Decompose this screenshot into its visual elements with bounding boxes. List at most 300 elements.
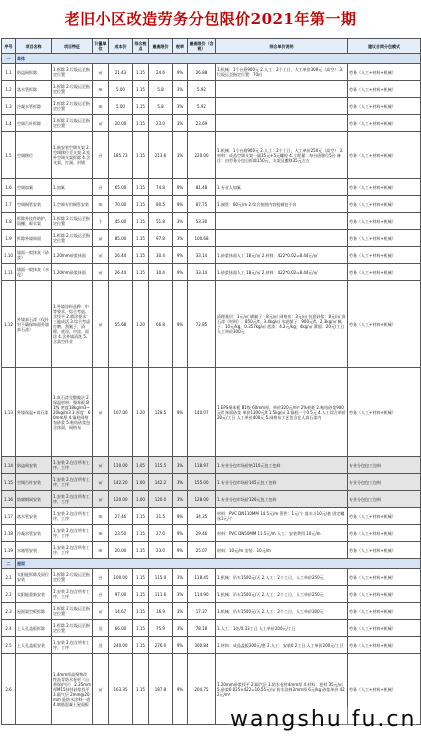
item-name: 拆除外墙饰面 xyxy=(16,230,52,247)
item-cost: 85.00 xyxy=(109,230,133,247)
item-unit: 台 xyxy=(93,179,109,196)
item-tax-factor: 1.15 xyxy=(133,264,149,281)
column-header: 成本价 xyxy=(109,39,133,54)
item-max-price: 115.0 xyxy=(149,569,173,586)
item-name xyxy=(16,654,52,725)
item-feature: 1.安装 2.包含所有工序、工序 xyxy=(52,508,93,525)
item-price-description: 材料：PVC DN50MM 11.5元/m 人工：安装费用 10元/m xyxy=(216,525,348,542)
item-tax-factor: 1.15 xyxy=(133,98,149,115)
item-price-description: 1.机械：吊车1500元/天 2.人工：2个工日，人工单价250元 xyxy=(216,569,348,586)
item-name: 拆除外挂件防护、雨棚、晾衣架 xyxy=(16,213,52,230)
item-name: 空调百叶安装 xyxy=(16,474,52,491)
table-row xyxy=(2,542,421,559)
item-number: 1.14 xyxy=(2,457,16,474)
item-tax-rate: 3% xyxy=(173,230,188,247)
item-max-price-with-tax: 300.84 xyxy=(188,637,216,654)
item-feature: 1.安装 2.包含所有工序、工序 xyxy=(52,474,93,491)
item-number: 2.1 xyxy=(2,569,16,586)
item-max-price-with-tax: 87.75 xyxy=(188,196,216,213)
item-name: 落水管拆除 xyxy=(16,81,52,98)
item-unit: m xyxy=(93,508,109,525)
table-row xyxy=(2,247,421,264)
item-contract-mode: 劳务（人工+材料+机械） xyxy=(348,508,421,525)
item-name: 外墙保温+真石漆 xyxy=(16,368,52,457)
item-name: 屋面架空板拆除 xyxy=(16,603,52,620)
item-cost: 66.00 xyxy=(109,620,133,637)
item-name: 水箱管安装 xyxy=(16,542,52,559)
item-unit: ㎡ xyxy=(93,457,109,474)
item-tax-rate: 9% xyxy=(173,508,188,525)
item-number: 1.19 xyxy=(2,542,16,559)
item-tax-rate: 3% xyxy=(173,115,188,132)
item-number: 1.18 xyxy=(2,525,16,542)
item-tax-factor: 1.15 xyxy=(133,654,149,725)
item-max-price: 5.8 xyxy=(149,81,173,98)
table-row xyxy=(2,474,421,491)
item-tax-rate: 3% xyxy=(173,569,188,586)
item-feature: 1.空调专用铜管安装 xyxy=(52,196,93,213)
item-feature: 1.拆除 2.垃圾运至指定位置 xyxy=(52,213,93,230)
item-cost: 142.20 xyxy=(109,474,133,491)
item-number: 2.6 xyxy=(2,654,16,725)
column-header: 最高限价 xyxy=(149,39,173,54)
item-price-description xyxy=(216,81,348,98)
item-name: 上人孔盖板安装 xyxy=(16,637,52,654)
item-tax-rate: 9% xyxy=(173,264,188,281)
item-tax-factor: 1.15 xyxy=(133,603,149,620)
item-cost: 20.00 xyxy=(109,542,133,559)
item-number: 1.7 xyxy=(2,196,16,213)
item-price-description: 1.人工：1处/0.33工日 人工单价200元/工日 xyxy=(216,620,348,637)
item-unit: m xyxy=(93,98,109,115)
item-number: 2.3 xyxy=(2,603,16,620)
item-contract-mode: 劳务（人工+材料+机械） xyxy=(348,525,421,542)
item-max-price: 128.5 xyxy=(149,368,173,457)
item-tax-factor: 1.15 xyxy=(133,525,149,542)
item-contract-mode: 专业分包包工包料 xyxy=(348,457,421,474)
item-feature: 1.安装 2.包含所有工序、工序 xyxy=(52,542,93,559)
item-max-price: 115.5 xyxy=(149,457,173,474)
item-price-description: 1.机械：1个台班900元 2.人工：2个工日，人工单价300元（高空） 3.垃圾运至指定位置：70㎡ xyxy=(216,64,348,81)
item-name: 空调移位 xyxy=(16,132,52,179)
column-header: 综合单价说明 xyxy=(216,39,348,54)
item-number: 1.9 xyxy=(2,230,16,247)
item-unit: ㎡ xyxy=(93,247,109,264)
item-cost: 185.73 xyxy=(109,132,133,179)
section-number: 一 xyxy=(2,54,16,64)
item-name: 冷凝水管安装 xyxy=(16,525,52,542)
item-max-price-with-tax: 25.07 xyxy=(188,542,216,559)
item-cost: 107.00 xyxy=(109,368,133,457)
item-number: 1.3 xyxy=(2,98,16,115)
item-number: 1.8 xyxy=(2,213,16,230)
item-price-description: 1.砂浆抹面人工 18元/㎡ 2.材料：422*0.02=8.44元/㎡ xyxy=(216,264,348,281)
item-price-description: 1.专业分包市场价145元包工包料 xyxy=(216,474,348,491)
item-contract-mode: 劳务（人工+材料+机械） xyxy=(348,230,421,247)
item-max-price: 31.5 xyxy=(149,508,173,525)
item-feature: 1.20mm砂浆抹面 xyxy=(52,247,93,264)
item-contract-mode: 专业分包包工包料 xyxy=(348,491,421,508)
item-unit: ㎡ xyxy=(93,603,109,620)
item-price-description: 1.EPS聚苯板 B1级 60mm厚，单价320元/m³ 2%损耗 2.粘结砂浆900元/t 抹面砂浆 单价1300元/t 1.5kg/㎡ 3.锚栓一个0.5元 4.人工综合单价30元/工日 人工单价400元 5.网格布工艺包含在人真石漆内 xyxy=(216,368,348,457)
item-name: 空调加氟 xyxy=(16,179,52,196)
item-cost: 240.00 xyxy=(109,637,133,654)
column-header: 综合税点 xyxy=(133,39,149,54)
item-number: 1.5 xyxy=(2,132,16,179)
item-feature: 1.安装 2.包含所有工序、工序 xyxy=(52,586,93,603)
item-name: 墙面一般抹灰（水泥） xyxy=(16,264,52,281)
site-watermark xyxy=(230,707,416,732)
item-max-price: 16.9 xyxy=(149,603,173,620)
item-max-price: 187.8 xyxy=(149,654,173,725)
item-contract-mode: 劳务（人工+材料+机械） xyxy=(348,620,421,637)
item-price-description: 1.材料：成品盖板200元/套 2.人工：安装0.2工日 人工单价200元/工日 xyxy=(216,637,348,654)
item-cost: 70.00 xyxy=(109,196,133,213)
item-tax-factor: 1.15 xyxy=(133,115,149,132)
item-unit: m xyxy=(93,81,109,98)
item-tax-factor: 1.15 xyxy=(133,569,149,586)
item-name: 空调百叶拆除 xyxy=(16,115,52,132)
item-feature: 1.拆除 2.垃圾运至指定位置 xyxy=(52,620,93,637)
item-unit: 台 xyxy=(93,569,109,586)
table-row xyxy=(2,620,421,637)
item-max-price: 51.8 xyxy=(149,213,173,230)
item-tax-factor: 1.15 xyxy=(133,213,149,230)
item-unit: 处 xyxy=(93,637,109,654)
item-name: 冷凝水管拆除 xyxy=(16,98,52,115)
item-max-price-with-tax: 118.97 xyxy=(188,457,216,474)
item-max-price: 213.6 xyxy=(149,132,173,179)
item-tax-factor: 1.15 xyxy=(133,247,149,264)
item-max-price: 97.8 xyxy=(149,230,173,247)
item-cost: 55.68 xyxy=(109,281,133,368)
table-row xyxy=(2,569,421,586)
item-contract-mode: 劳务（人工+材料+机械） xyxy=(348,179,421,196)
section-row xyxy=(2,54,421,64)
page-title: 老旧小区改造劳务分包限价2021年第一期 xyxy=(64,10,357,28)
item-name: 落水管安装 xyxy=(16,508,52,525)
item-tax-rate: 3% xyxy=(173,474,188,491)
item-tax-factor: 1.15 xyxy=(133,637,149,654)
table-row xyxy=(2,230,421,247)
item-unit: 台 xyxy=(93,586,109,603)
table-row xyxy=(2,457,421,474)
item-price-description xyxy=(216,213,348,230)
price-table xyxy=(1,38,421,725)
item-unit: ㎡ xyxy=(93,230,109,247)
item-contract-mode: 劳务（人工+材料+机械） xyxy=(348,196,421,213)
item-max-price-with-tax: 100.68 xyxy=(188,230,216,247)
item-tax-rate: 9% xyxy=(173,637,188,654)
item-number: 1.12 xyxy=(2,281,16,368)
table-row xyxy=(2,196,421,213)
item-cost: 14.67 xyxy=(109,603,133,620)
section-row xyxy=(2,559,421,569)
item-cost: 163.35 xyxy=(109,654,133,725)
item-contract-mode: 劳务（人工+材料+机械） xyxy=(348,586,421,603)
item-contract-mode: 劳务（人工+材料+机械） xyxy=(348,64,421,81)
item-contract-mode: 劳务（人工+材料+机械） xyxy=(348,132,421,179)
item-tax-rate: 3% xyxy=(173,491,188,508)
table-row xyxy=(2,179,421,196)
item-feature: 1.安装 2.包含所有工序、工序 xyxy=(52,457,93,474)
table-row xyxy=(2,637,421,654)
item-tax-factor: 1.15 xyxy=(133,620,149,637)
item-name: 上人孔盖板拆除 xyxy=(16,620,52,637)
item-tax-rate: 9% xyxy=(173,247,188,264)
item-tax-factor: 1.20 xyxy=(133,281,149,368)
item-number: 1.15 xyxy=(2,474,16,491)
item-number: 1.1 xyxy=(2,64,16,81)
item-price-description: 1.机械：吊车1500元/天 2.人工：2个工日，人工单价250元 xyxy=(216,586,348,603)
item-max-price-with-tax: 17.37 xyxy=(188,603,216,620)
table-row xyxy=(2,603,421,620)
item-max-price: 30.4 xyxy=(149,264,173,281)
item-price-description: 1.20mm砂浆找平 2.隔汽层 3.防水卷材4mm厚 4.材料：卷材 35元/㎡ 5.砂浆0.025×422=10.55元/㎡ 防水涂料2mm厚 6元/kg 砂浆单价 422元/m³ xyxy=(216,654,348,725)
item-tax-rate: 3% xyxy=(173,213,188,230)
item-contract-mode: 劳务（人工+材料+机械） xyxy=(348,637,421,654)
item-feature: 1.真石漆完整做法 2.保温材料：聚苯板 B1级 密度18kg/m3~20kg/m3 3.厚度：60mm厚 4.锚栓网格布砂浆 5.粘结砂浆包含抹面、网格布 xyxy=(52,368,93,457)
item-max-price-with-tax: 204.75 xyxy=(188,654,216,725)
item-feature: 1.4mm厚高聚物改性沥青防水卷材（自带保护层） 2.25mm厚M15抹拌砂浆找平 3.隔气层 2mm@20mm 能防水涂料一道 4.钢筋混凝土屋面板 xyxy=(52,654,93,725)
item-max-price-with-tax: 118.45 xyxy=(188,569,216,586)
item-number: 1.16 xyxy=(2,491,16,508)
item-feature: 1.20mm砂浆抹面 xyxy=(52,264,93,281)
item-tax-rate: 3% xyxy=(173,81,188,98)
item-max-price: 74.8 xyxy=(149,179,173,196)
item-tax-rate: 3% xyxy=(173,457,188,474)
item-feature: 1.安装 2.包含所有工序、工序 xyxy=(52,525,93,542)
header-row xyxy=(2,39,421,54)
item-tax-factor: 1.00 xyxy=(133,491,149,508)
item-contract-mode: 劳务（人工+材料+机械） xyxy=(348,603,421,620)
item-cost: 26.44 xyxy=(109,264,133,281)
item-number: 1.6 xyxy=(2,179,16,196)
item-contract-mode: 劳务（人工+材料+机械） xyxy=(348,281,421,368)
item-max-price-with-tax: 33.14 xyxy=(188,247,216,264)
item-cost: 26.44 xyxy=(109,247,133,264)
table-row xyxy=(2,264,421,281)
item-contract-mode: 劳务（人工+材料+机械） xyxy=(348,81,421,98)
column-header: 项目名称 xyxy=(16,39,52,54)
item-tax-rate: 9% xyxy=(173,196,188,213)
item-unit: 个 xyxy=(93,213,109,230)
column-header: 最高限价（含税） xyxy=(188,39,216,54)
item-price-description xyxy=(216,115,348,132)
item-contract-mode: 劳务（人工+材料+机械） xyxy=(348,98,421,115)
item-contract-mode: 专业分包包工包料 xyxy=(348,474,421,491)
item-name: 防盗网拆除 xyxy=(16,64,52,81)
item-max-price-with-tax: 5.92 xyxy=(188,98,216,115)
table-row xyxy=(2,368,421,457)
item-tax-factor: 1.15 xyxy=(133,81,149,98)
item-tax-factor: 1.15 xyxy=(133,179,149,196)
table-row xyxy=(2,508,421,525)
item-max-price-with-tax: 220.00 xyxy=(188,132,216,179)
item-tax-factor: 1.00 xyxy=(133,474,149,491)
item-unit: ㎡ xyxy=(93,264,109,281)
item-max-price-with-tax: 5.92 xyxy=(188,81,216,98)
item-number: 1.17 xyxy=(2,508,16,525)
item-feature: 1.安装 2.包含所有工序、工序 xyxy=(52,491,93,508)
item-max-price: 27.0 xyxy=(149,525,173,542)
item-tax-factor: 1.15 xyxy=(133,542,149,559)
item-max-price-with-tax: 29.46 xyxy=(188,525,216,542)
item-unit: m xyxy=(93,542,109,559)
item-price-description: 1.机械：吊车1500元/天 2.人工：2个工日，人工单价300元 xyxy=(216,603,348,620)
item-tax-rate: 3% xyxy=(173,586,188,603)
item-cost: 65.00 xyxy=(109,179,133,196)
item-tax-rate: 9% xyxy=(173,654,188,725)
column-header: 序号 xyxy=(2,39,16,54)
table-row xyxy=(2,491,421,508)
item-unit: m xyxy=(93,525,109,542)
table-row xyxy=(2,213,421,230)
item-feature: 1.加氟 xyxy=(52,179,93,196)
item-cost: 45.00 xyxy=(109,213,133,230)
item-unit: ㎡ xyxy=(93,474,109,491)
table-row xyxy=(2,98,421,115)
item-name: 墙面一般抹灰（砂浆） xyxy=(16,247,52,264)
item-max-price-with-tax: 23.69 xyxy=(188,115,216,132)
item-unit: 台 xyxy=(93,132,109,179)
item-price-description: 1.专业分包市场价120元包工包料 xyxy=(216,491,348,508)
item-contract-mode: 劳务（人工+材料+机械） xyxy=(348,115,421,132)
item-feature: 1.拆除 2.垃圾运至指定位置 xyxy=(52,115,93,132)
item-tax-rate: 3% xyxy=(173,603,188,620)
item-tax-factor: 1.15 xyxy=(133,230,149,247)
item-price-description xyxy=(216,230,348,247)
section-number: 二 xyxy=(2,559,16,569)
item-price-description: 1.砂浆抹面人工 18元/㎡ 2.材料：422*0.02=8.44元/㎡ xyxy=(216,247,348,264)
item-tax-factor: 1.15 xyxy=(133,508,149,525)
item-feature: 1.外墙涂料品种：中等要求、综合考虑、含找平 2.喷涂要求：三遍成活 3.综合考虑打磨、刮腻子、清理、底涂、中涂、面涂 4.含外墙清洗 5.含高空作业 xyxy=(52,281,93,368)
item-feature: 1.新安装空调支架 2.空调移位至支架 3.室外空调支架拆除 4.含支架、打洞、封堵 xyxy=(52,132,93,179)
section-name: 屋面 xyxy=(16,559,421,569)
item-max-price: 80.5 xyxy=(149,196,173,213)
item-feature: 1.拆除 2.垃圾运至指定位置 xyxy=(52,98,93,115)
column-header: 建议合同分包模式 xyxy=(348,39,421,54)
item-number: 1.10 xyxy=(2,247,16,264)
item-price-description: 1.铜管：60元/m 2.综合按照内容机械包干价 xyxy=(216,196,348,213)
table-row xyxy=(2,64,421,81)
table-row xyxy=(2,81,421,98)
table-row xyxy=(2,115,421,132)
item-number: 1.13 xyxy=(2,368,16,457)
table-row xyxy=(2,132,421,179)
column-header: 项目特征 xyxy=(52,39,93,54)
table-row xyxy=(2,525,421,542)
item-max-price: 23.0 xyxy=(149,542,173,559)
item-contract-mode: 劳务（人工+材料+机械） xyxy=(348,264,421,281)
item-max-price: 30.4 xyxy=(149,247,173,264)
item-cost: 23.50 xyxy=(109,525,133,542)
item-unit: ㎡ xyxy=(93,654,109,725)
item-max-price-with-tax: 72.85 xyxy=(188,281,216,368)
item-number: 1.4 xyxy=(2,115,16,132)
item-unit: ㎡ xyxy=(93,491,109,508)
item-price-description xyxy=(216,98,348,115)
item-max-price-with-tax: 114.90 xyxy=(188,586,216,603)
item-tax-rate: 3% xyxy=(173,98,188,115)
item-unit: ㎡ xyxy=(93,64,109,81)
item-feature: 1.拆除 2.垃圾运至指定位置 xyxy=(52,230,93,247)
item-name: 太阳能拆除及原位安装 xyxy=(16,569,52,586)
column-header: 税率 xyxy=(173,39,188,54)
item-cost: 97.00 xyxy=(109,586,133,603)
item-price-description: 1.专业人加氟 xyxy=(216,179,348,196)
item-max-price: 75.9 xyxy=(149,620,173,637)
item-max-price: 24.6 xyxy=(149,64,173,81)
table-body xyxy=(2,54,421,725)
table-row xyxy=(2,586,421,603)
item-max-price-with-tax: 53.30 xyxy=(188,213,216,230)
item-tax-factor: 1.05 xyxy=(133,457,149,474)
item-tax-factor: 1.15 xyxy=(133,64,149,81)
item-max-price: 66.8 xyxy=(149,281,173,368)
item-max-price: 276.0 xyxy=(149,637,173,654)
item-contract-mode: 劳务（人工+材料+机械） xyxy=(348,569,421,586)
item-contract-mode: 劳务（人工+材料+机械） xyxy=(348,247,421,264)
item-number: 2.5 xyxy=(2,637,16,654)
item-name: 防腐钢网安装 xyxy=(16,491,52,508)
item-tax-rate: 3% xyxy=(173,132,188,179)
watermark-text: wangshu fu.cn xyxy=(230,707,417,732)
item-tax-rate: 9% xyxy=(173,368,188,457)
item-feature: 1.拆除 2.垃圾运至指定位置 xyxy=(52,569,93,586)
item-tax-rate: 9% xyxy=(173,281,188,368)
item-max-price-with-tax: 155.00 xyxy=(188,474,216,491)
item-tax-rate: 9% xyxy=(173,64,188,81)
item-unit: ㎡ xyxy=(93,281,109,368)
item-max-price-with-tax: 140.07 xyxy=(188,368,216,457)
item-unit: ㎡ xyxy=(93,368,109,457)
item-feature: 1.拆除 2.垃圾运至指定位置 xyxy=(52,64,93,81)
item-feature: 1.拆除 2.垃圾运至指定位置 xyxy=(52,81,93,98)
item-price-description: 清理基层：1元/㎡ 刷腻子：8元/㎡ 网格布：3元/㎡ 抗裂砂浆：8元/㎡ 真石漆（材料）：850元/t，3.4kg/㎡ 水泥腻子：900元/t，2.3kg/㎡ 腻子：10元/kg，0.357kg/㎡ 底漆：4.2元/kg，4kg/㎡ 罩面：20元/工日 人工单价300元 xyxy=(216,281,348,368)
item-tax-factor: 1.15 xyxy=(133,586,149,603)
item-contract-mode: 劳务（人工+材料+机械） xyxy=(348,542,421,559)
item-max-price: 23.0 xyxy=(149,115,173,132)
item-max-price-with-tax: 81.48 xyxy=(188,179,216,196)
item-contract-mode: 劳务（人工+材料+机械） xyxy=(348,213,421,230)
item-name: 空调铜管安装 xyxy=(16,196,52,213)
item-number: 2.4 xyxy=(2,620,16,637)
item-tax-factor: 1.15 xyxy=(133,196,149,213)
item-max-price: 111.6 xyxy=(149,586,173,603)
item-cost: 100.00 xyxy=(109,569,133,586)
item-max-price: 5.8 xyxy=(149,98,173,115)
item-feature: 1.拆除 2.垃圾运至指定位置 xyxy=(52,603,93,620)
item-tax-rate: 9% xyxy=(173,542,188,559)
item-max-price-with-tax: 128.00 xyxy=(188,491,216,508)
item-cost: 20.00 xyxy=(109,115,133,132)
item-cost: 5.00 xyxy=(109,98,133,115)
item-number: 2.2 xyxy=(2,586,16,603)
item-max-price-with-tax: 78.18 xyxy=(188,620,216,637)
item-cost: 21.43 xyxy=(109,64,133,81)
item-cost: 27.46 xyxy=(109,508,133,525)
item-price-description: 1.机械：1个台班900元 2.人工：2个工日，人工单价250元（高空） 3.材料：成品空调支架一副35元+5元螺栓 4.工程量：每台班移位5台 备注：由劳务分包自拆除150元、支架及搬移35元左右 xyxy=(216,132,348,179)
item-cost: 5.00 xyxy=(109,81,133,98)
item-tax-factor: 1.15 xyxy=(133,132,149,179)
item-max-price: 142.2 xyxy=(149,474,173,491)
item-number: 1.2 xyxy=(2,81,16,98)
item-max-price-with-tax: 26.88 xyxy=(188,64,216,81)
item-max-price-with-tax: 34.35 xyxy=(188,508,216,525)
item-tax-rate: 9% xyxy=(173,179,188,196)
item-name: 外墙真石漆（仅针对不确保饰面外墙真石漆） xyxy=(16,281,52,368)
